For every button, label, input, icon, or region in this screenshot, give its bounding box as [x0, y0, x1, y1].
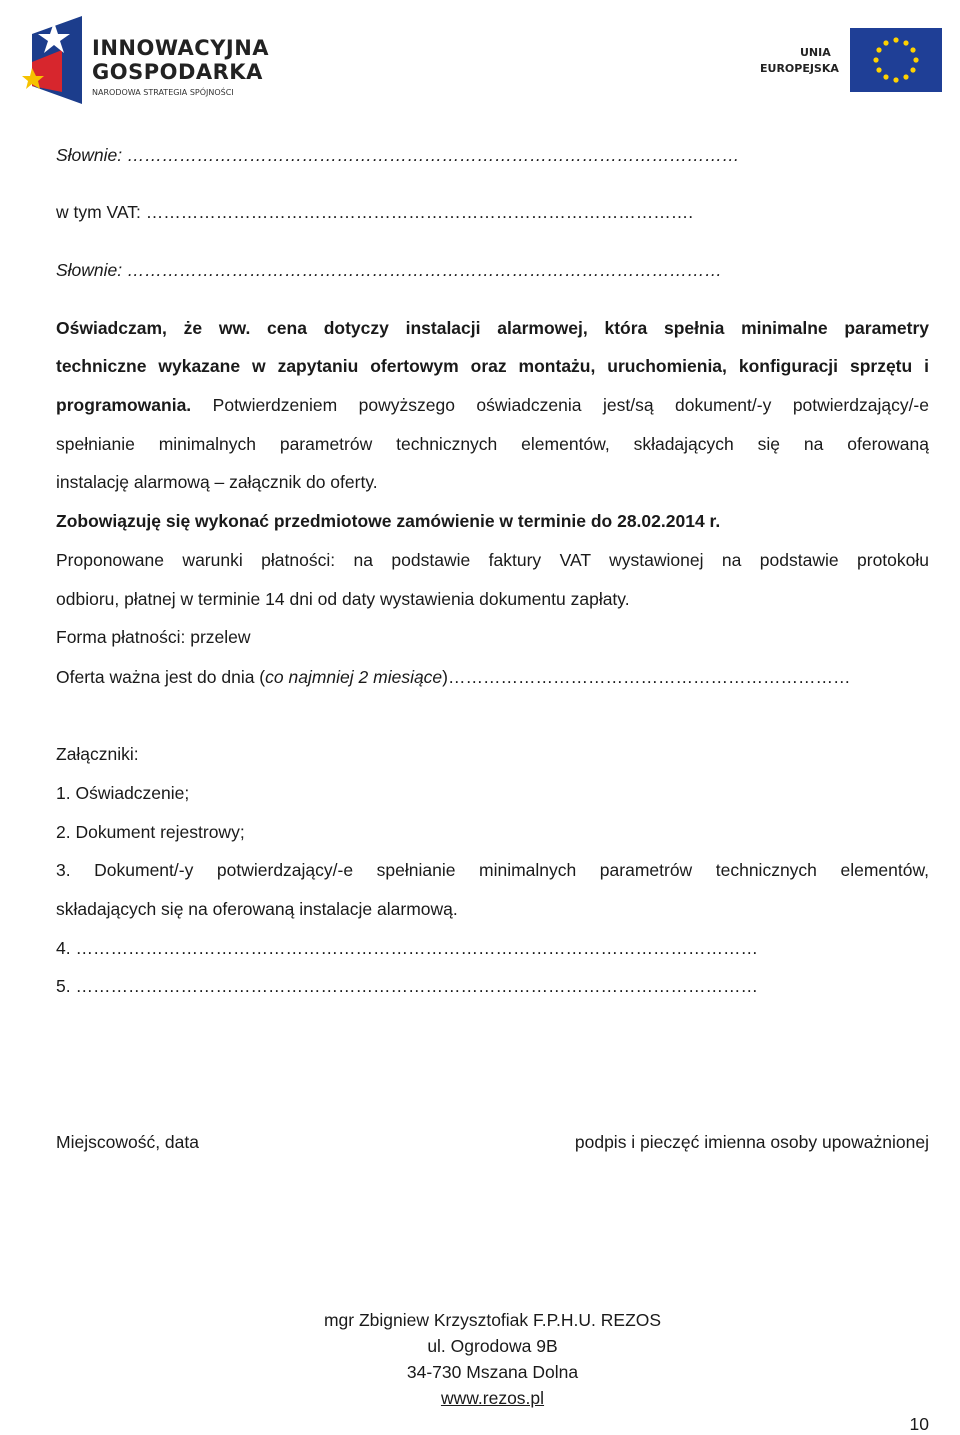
slownie-field-1: Słownie: …………………………………………………………………………………………… — [56, 145, 740, 165]
place-date-label: Miejscowość, data — [56, 1132, 199, 1152]
declaration-line-4: spełnianie minimalnych parametrów technicznych elementów, składających się na oferowaną — [56, 434, 929, 454]
eu-logo-line2: EUROPEJSKA — [760, 62, 839, 75]
attachment-item-2: 2. Dokument rejestrowy; — [56, 822, 245, 842]
attachment-item-4: 4. ……………………………………………………………………………………………………… — [56, 938, 758, 958]
payment-form: Forma płatności: przelew — [56, 627, 251, 647]
ig-logo-line1: INNOWACYJNA — [92, 36, 270, 60]
footer-company-name: mgr Zbigniew Krzysztofiak F.P.H.U. REZOS — [323, 1310, 662, 1330]
attachment-item-5: 5. ……………………………………………………………………………………………………… — [56, 976, 758, 996]
ig-logo-line2: GOSPODARKA — [92, 60, 263, 84]
page-number: 10 — [909, 1414, 929, 1434]
declaration-line-3-normal: Potwierdzeniem powyższego oświadczenia jest/są dokument/-y potwierdzający/-e — [191, 395, 929, 415]
eu-logo-line1: UNIA — [800, 46, 831, 59]
declaration-line-2: techniczne wykazane w zapytaniu ofertowym oraz montażu, uruchomienia, konfiguracji sprzętu i — [56, 356, 929, 376]
footer-website-row — [0, 1387, 960, 1409]
commitment-text: Zobowiązuję się wykonać przedmiotowe zamówienie w terminie do 28.02.2014 r. — [56, 511, 721, 531]
attachment-item-3-line-1: 3. Dokument/-y potwierdzający/-e spełnianie minimalnych parametrów technicznych elementów, — [56, 860, 929, 880]
declaration-line-3-bold: programowania. — [56, 395, 192, 415]
validity-line — [56, 666, 851, 688]
validity-suffix: )…………………………………………………………… — [442, 667, 851, 687]
validity-prefix: Oferta ważna jest do dnia ( — [56, 667, 266, 687]
attachment-item-3-line-2: składających się na oferowaną instalacje alarmową. — [56, 899, 458, 919]
declaration-line-3 — [56, 394, 929, 416]
declaration-line-5: instalację alarmową – załącznik do oferty. — [56, 472, 378, 492]
slownie-field-2: Słownie: ………………………………………………………………………………………… — [56, 260, 723, 280]
vat-field: w tym VAT: …………………………………………………………………………………. — [56, 202, 694, 222]
eu-flag-icon — [850, 28, 942, 92]
payment-line-1: Proponowane warunki płatności: na podstawie faktury VAT wystawionej na podstawie protokołu — [56, 550, 929, 570]
footer-website-link[interactable]: www.rezos.pl — [440, 1388, 545, 1408]
innowacyjna-gospodarka-logo — [22, 14, 292, 108]
unia-europejska-logo — [752, 28, 942, 94]
footer-street: ul. Ogrodowa 9B — [427, 1336, 558, 1356]
attachment-item-1: 1. Oświadczenie; — [56, 783, 190, 803]
footer-city: 34-730 Mszana Dolna — [406, 1362, 579, 1382]
attachments-heading: Załączniki: — [56, 744, 139, 764]
signature-label: podpis i pieczęć imienna osoby upoważnionej — [574, 1132, 929, 1152]
payment-line-2: odbioru, płatnej w terminie 14 dni od daty wystawienia dokumentu zapłaty. — [56, 589, 630, 609]
ig-emblem-icon — [22, 14, 94, 106]
ig-logo-line3: NARODOWA STRATEGIA SPÓJNOŚCI — [92, 88, 234, 97]
declaration-line-1: Oświadczam, że ww. cena dotyczy instalacji alarmowej, która spełnia minimalne parametry — [56, 318, 929, 338]
validity-italic: co najmniej 2 miesiące — [265, 667, 443, 687]
